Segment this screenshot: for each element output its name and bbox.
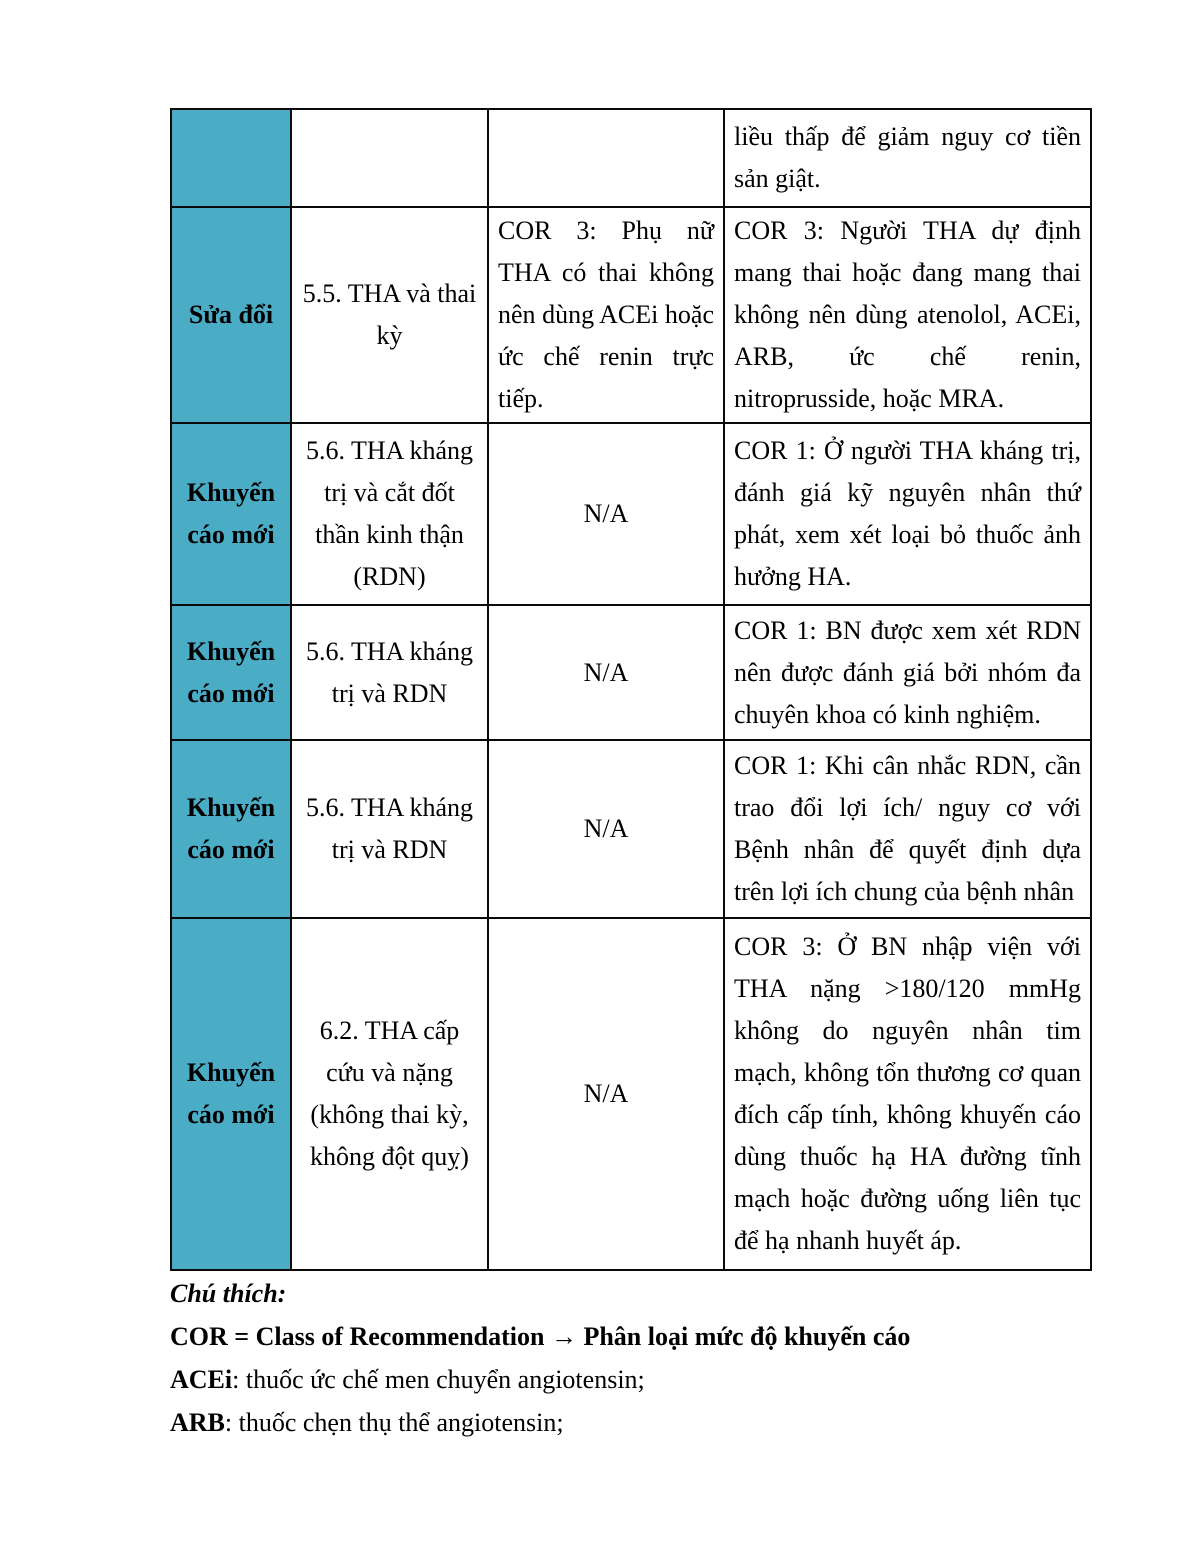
- note-line-cor: [170, 1315, 1100, 1358]
- notes-title: Chú thích:: [170, 1279, 287, 1308]
- new-recommendation-cell: COR 1: BN được xem xét RDN nên được đánh giá bởi nhóm đa chuyên khoa có kinh nghiệm.: [724, 605, 1091, 740]
- new-recommendation-cell: COR 1: Ở người THA kháng trị, đánh giá kỹ nguyên nhân thứ phát, xem xét loại bỏ thuốc ảnh hưởng HA.: [724, 423, 1091, 605]
- section-cell: 5.6. THA kháng trị và cắt đốt thần kinh thận (RDN): [291, 423, 488, 605]
- new-recommendation-cell: COR 3: Ở BN nhập viện với THA nặng >180/120 mmHg không do nguyên nhân tim mạch, không tổn thương cơ quan đích cấp tính, không khuyến cáo dùng thuốc hạ HA đường tĩnh mạch hoặc đường uống liên tục để hạ nhanh huyết áp.: [724, 918, 1091, 1270]
- new-recommendation-cell: COR 1: Khi cân nhắc RDN, cần trao đổi lợi ích/ nguy cơ với Bệnh nhân để quyết định dựa trên lợi ích chung của bệnh nhân: [724, 740, 1091, 918]
- status-cell: Khuyến cáo mới: [171, 740, 291, 918]
- status-cell: [171, 109, 291, 207]
- recommendations-table: [170, 108, 1092, 1271]
- note-term: COR: [170, 1322, 228, 1351]
- old-recommendation-cell: N/A: [488, 918, 724, 1270]
- status-cell: Sửa đổi: [171, 207, 291, 423]
- section-cell: 6.2. THA cấp cứu và nặng (không thai kỳ, không đột quỵ): [291, 918, 488, 1270]
- table-row: [171, 740, 1091, 918]
- status-cell: Khuyến cáo mới: [171, 423, 291, 605]
- old-recommendation-cell: N/A: [488, 740, 724, 918]
- old-recommendation-cell: N/A: [488, 605, 724, 740]
- note-definition: : thuốc chẹn thụ thể angiotensin;: [224, 1408, 564, 1437]
- note-line-arb: [170, 1401, 1100, 1444]
- section-cell: 5.6. THA kháng trị và RDN: [291, 740, 488, 918]
- note-line-acei: [170, 1358, 1100, 1401]
- note-definition: : thuốc ức chế men chuyển angiotensin;: [232, 1365, 645, 1394]
- old-recommendation-cell: COR 3: Phụ nữ THA có thai không nên dùng ACEi hoặc ức chế renin trực tiếp.: [488, 207, 724, 423]
- new-recommendation-cell: COR 3: Người THA dự định mang thai hoặc đang mang thai không nên dùng atenolol, ACEi, ARB, ức chế renin, nitroprusside, hoặc MRA.: [724, 207, 1091, 423]
- section-cell: [291, 109, 488, 207]
- section-cell: 5.6. THA kháng trị và RDN: [291, 605, 488, 740]
- note-term: ACEi: [170, 1365, 233, 1394]
- status-cell: Khuyến cáo mới: [171, 918, 291, 1270]
- notes-section: [170, 1272, 1100, 1444]
- table-row: [171, 605, 1091, 740]
- old-recommendation-cell: N/A: [488, 423, 724, 605]
- table-row: [171, 207, 1091, 423]
- new-recommendation-cell: liều thấp để giảm nguy cơ tiền sản giật.: [724, 109, 1091, 207]
- status-cell: Khuyến cáo mới: [171, 605, 291, 740]
- table-row: [171, 109, 1091, 207]
- note-term: ARB: [170, 1408, 225, 1437]
- section-cell: 5.5. THA và thai kỳ: [291, 207, 488, 423]
- old-recommendation-cell: [488, 109, 724, 207]
- table-row: [171, 423, 1091, 605]
- note-definition: = Class of Recommendation → Phân loại mức độ khuyến cáo: [227, 1322, 911, 1351]
- table-row: [171, 918, 1091, 1270]
